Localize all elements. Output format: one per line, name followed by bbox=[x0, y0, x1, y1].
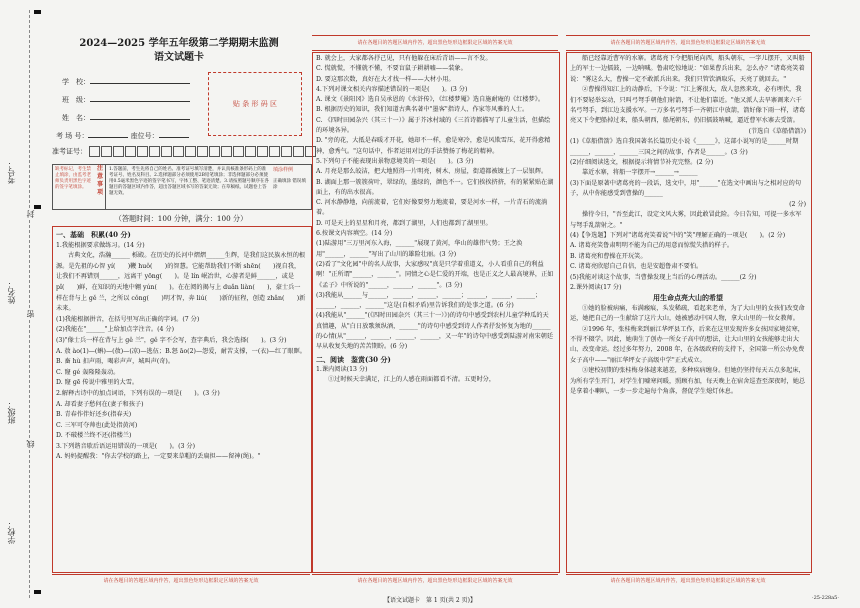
ticket-digit-cells[interactable] bbox=[89, 148, 317, 156]
reading-q4-option-b: B. 诸葛亮和曹操在开玩笑。 bbox=[570, 252, 647, 260]
question-1-3: (3)"像士兵一样在背与上 ɡě 兰"，ɡě 字不会写，查字典后，我会选择( )。(3 分) bbox=[56, 336, 287, 344]
reading-1-title: 1.课内阅读(13 分) bbox=[316, 365, 368, 373]
reading-1-passage: ①过时候天幸满足，江上的人感在雨面都看不清。五更时分， bbox=[328, 376, 496, 384]
name-label: 姓 名： bbox=[62, 114, 90, 122]
option-5-d: D. 可是天上的星星和月亮，都到了湖里，人们也都到了湖里里。 bbox=[316, 219, 492, 227]
question-6-3: (3)我能从______与______，______，______，______；______，______，______；______，______，______"这是(自相矛盾)里告诉我们的处事之道。(6 分) bbox=[316, 291, 542, 310]
option-1-3-d: D. 窿 ɡē 传说中雅里的大雪。 bbox=[56, 379, 139, 387]
school-field[interactable] bbox=[62, 74, 190, 87]
paper-code: ·25-228a5· bbox=[812, 595, 839, 601]
reading-2-title: 2.课外阅读(17 分) bbox=[570, 283, 622, 291]
seat-label: 座位号： bbox=[130, 132, 159, 140]
class-field[interactable] bbox=[62, 92, 190, 105]
examroom-label: 考 场 号： bbox=[56, 132, 89, 140]
question-1-passage: 古典文化，浩瀚______ 栎殿。在历史的长河中熠熠______生辉，是我们这民族永恒的根源。是先祖的心智 yí( )鞭 huǒ( )的智慧。它能帮助我们不断 shēn( )视自我，让我们不再错别______，远离干 yōng( )。是 lín 岷冶世，心游者是鲜______，或是 pǐ( )鲜，在知识的天地中翱 yún( )。在在阅的揭与上 duǎn liàn( )，豪士兵一样在背与上 gě 兰，之所以 cǒng( )明才智，奔 liú( )新的征程，创造 zhǎn( )新未来。 bbox=[56, 252, 306, 313]
column-3-content bbox=[570, 54, 806, 397]
ticket-label: 准考证号： bbox=[52, 147, 87, 156]
reading-2-article-title: 用生命点亮大山的希望 bbox=[653, 293, 723, 303]
binding-name-label: 姓名： bbox=[7, 280, 16, 304]
option-4-b: B. 根据历史的知识，我们知道古典名著中"墨客"指诗人、作家等风雅的人士。 bbox=[316, 106, 529, 114]
option-5-b: B. 湖面上那一簇簇荷叶，翠绿的，墨绿的，颜色不一。它们挨挨挤挤，有的紧紧贴在湖面上，有的出水很高。 bbox=[316, 178, 554, 196]
reading-2-paragraph-1: ①她的脸被病痛，布满瘢痕，头发稀疏，看起来老单，为了大山里的女孩们改变命运，她把自己的一生献给了这片大山，她被感动中国人物，拿大山里的一位女教师。 bbox=[570, 304, 805, 323]
binding-dashed-line bbox=[29, 10, 30, 598]
option-5-c: C. 河水静静地，向前流着，它们好像要努力地流着，要是河水一样，一片青石的流淌着。 bbox=[316, 199, 548, 217]
option-3-c: C. 慌就慌，不懂就不懂，不要盲鼠子耕耕嘘——装象。 bbox=[316, 65, 467, 73]
fill-sample-label: 填涂样例 bbox=[273, 167, 294, 173]
absent-mark-note: 缺考标记，考生禁止填涂，由监考老师负责用黑色字迹的签字笔填涂。 bbox=[55, 167, 91, 190]
barcode-area: 贴 条 形 码 区 bbox=[208, 72, 302, 136]
ticket-number-field[interactable] bbox=[52, 146, 317, 157]
option-1-3-a: A. 敖 ào(1)—(蝌)—(敖)—(凉)—逃伍；B.怒 āo(2)—怨爱，耐苦支撑，一(衣)—红了眼眶。 bbox=[56, 347, 306, 355]
reading-q2-plot: 靠近水寨，将船一字摆开→______→______ bbox=[582, 169, 698, 177]
reading-1-source: (节选自《草船借箭》) bbox=[748, 127, 806, 135]
exam-duration-info: （答题时间：100 分钟，满分：100 分） bbox=[114, 214, 248, 223]
examroom-field[interactable] bbox=[56, 128, 189, 141]
binding-feng-char: 封 bbox=[26, 210, 35, 218]
binding-mi-char: 密 bbox=[26, 310, 35, 318]
alignment-mark bbox=[34, 205, 41, 209]
fill-sample-text: 正确填涂 错误填涂 bbox=[273, 179, 306, 190]
name-input-line[interactable] bbox=[90, 110, 190, 120]
option-2-a: A. 却看妻子愁何在(妻子和孩子) bbox=[56, 400, 144, 408]
binding-xian-char: 线 bbox=[26, 440, 35, 448]
reading-q3: (3)下面是原著中诸葛亮的一段话，选文中，用"______"在选文中画出与之相对应的句子，从中你能感受到曹操的______ bbox=[570, 179, 802, 198]
binding-school-label: 学校： bbox=[7, 520, 16, 544]
option-3-d: D. 要这那次数，真好在大才找一样——大材小用。 bbox=[316, 75, 455, 83]
alignment-mark bbox=[34, 10, 41, 14]
question-4: 4.下列对课文相关内容描述错误的一项是( )。(3 分) bbox=[316, 85, 468, 93]
question-1: 1.我能根据要求做练习。(14 分) bbox=[56, 241, 145, 249]
option-2-d: D. 不破楼兰终不还(指楼兰) bbox=[56, 432, 132, 440]
name-field[interactable] bbox=[62, 110, 190, 123]
option-2-b: B. 青春作伴好还乡(指春天) bbox=[56, 411, 132, 419]
option-4-d: D. "旁的花，大抵是春暖才开花，她却不一样，愈是寒冷，愈是风欺雪压，花开得愈精神，愈秀气。"这句话中，作者运用对比的手法赞扬了梅花的精神。 bbox=[316, 137, 551, 155]
question-6-4: (4)我能从"______"(《四时田园杂兴（其三十一）》)的诗句中感受到农村儿童学种瓜的天真情趣，从"白日放歌须纵酒，______"的诗句中感受到诗人作者抒发怀复为地的______的心情(从"______，______，______，______，又一年"的诗句中感受到陆游对南宋朝廷早从收复失地的苦苦期盼。(6 分) bbox=[316, 312, 554, 351]
column-3-footer-notice: 请在各题目的答题区域内作答，超出黑色矩形边框限定区域的答案无效 bbox=[566, 574, 810, 587]
section-1-content bbox=[56, 230, 306, 463]
question-3: 3.下列谐音歇后语运用错误的一项是( )。(3 分) bbox=[56, 442, 196, 450]
column-2-footer-notice: 请在各题目的答题区域内作答，超出黑色矩形边框限定区域的答案无效 bbox=[312, 574, 558, 587]
section-2-heading: 二、阅读 鉴赏(30 分) bbox=[316, 354, 391, 364]
reading-q4-option-c: C. 诸葛亮欣慰自己自信，也是安超鲁肃不要怕。 bbox=[570, 263, 703, 271]
column-1-footer-notice: 请在各题目的答题区域内作答，超出黑色矩形边框限定区域的答案无效 bbox=[52, 574, 310, 587]
exam-title: 2024—2025 学年五年级第二学期期末监测 bbox=[79, 38, 279, 49]
option-4-c: C. 《四时田园杂兴（其三十一）》属于芥冰村域的《三首诗都描写了儿童生活，但描绘的环境各异。 bbox=[316, 116, 551, 135]
school-input-line[interactable] bbox=[90, 74, 190, 84]
column-2-content bbox=[316, 54, 554, 386]
reading-q4-option-a: A. 诸葛亮笑鲁肃明明不能为自己的用意而惊慌失措的样子。 bbox=[570, 242, 734, 250]
notice-box bbox=[52, 164, 312, 210]
option-3-a: A. 妈妈提醒我："你去学校的路上，一定要来草帽的丢扁担——留神(绳)。" bbox=[56, 453, 261, 461]
option-2-c: C. 三军可夺帅也(此处指黄河) bbox=[56, 421, 138, 429]
reading-2-paragraph-3: ③建校初期的张桂梅身体越来越差，多种疾病缠身。但她仍坚持每天五点多起床，为所有学生开门，对学生们嘘寒问暖，照顾有加，每天晚上在宿舍巡查至深夜时，她总是拿着小喇叭，一步一步走遍每个角落，督促学生熄灯休息。 bbox=[570, 367, 806, 395]
column-2-header-notice: 请在各题目的答题区域内作答，超出黑色矩形边框限定区域的答案无效 bbox=[312, 35, 558, 51]
seat-input-line[interactable] bbox=[159, 128, 189, 138]
reading-q3-points: (2 分) bbox=[789, 200, 806, 208]
reading-q1: (1)《草船借箭》选自我国著名长篇历史小说《______》，这部小说写的是______时期______，______，______三国之间的故事，作者是______。(3 分) bbox=[570, 138, 799, 156]
page-footer: 【语文试题卡 第 1 页(共 2 页)】 bbox=[384, 597, 476, 604]
reading-q3-quote: 操待今日，"吾至此江，设定文风大雾，因此敢冒此险。今日告知，可提一多水军与弩手乱箭射之。" bbox=[570, 211, 802, 229]
question-6-1: (1)陆游用"三万里河东入海，______"展现了黄河，华山的雄伟气势；王之涣用"______，______"写出了山川的雄险壮丽。(3 分) bbox=[316, 240, 523, 258]
option-5-a: A. 月亮是那么皎洁，把大地照得一片明亮，树木、房屋，街道都被镀上了一层银辉。 bbox=[316, 168, 548, 176]
reading-q4: (4)【争选题】下列对"诸葛亮笑着说"中的"笑"理解正确的一项是( )。(2 分) bbox=[570, 231, 786, 239]
examroom-input-line[interactable] bbox=[88, 128, 128, 138]
question-6-2: (2)看了"文化园"中的名人故事，大家感叹"真是只学着重道义，小人看重自己的利益啊！"正所谓"______，______"。同情之心是仁爱的开端，也是正义之人最高境界，正如《孟子》中所说的"______，______，______"。(3 分) bbox=[316, 260, 554, 289]
option-3-b: B. 就会上，大家都各抒己见，只有他躲在床后青语——言不发。 bbox=[316, 55, 492, 62]
option-4-a: A. 课文《景阳冈》选自吴承恩的《水浒传》，《红楼梦魇》选自施耐庵的《红楼梦》。 bbox=[316, 96, 545, 104]
column-3-header-notice: 请在各题目的答题区域内作答，超出黑色矩形边框限定区域的答案无效 bbox=[566, 35, 810, 51]
school-label: 学 校： bbox=[62, 78, 90, 86]
binding-strip bbox=[0, 0, 44, 608]
binding-class-label: 班级： bbox=[7, 400, 16, 424]
reading-q2: (2)仔细阅读选文，根据提示将情节补充完整。(2 分) bbox=[570, 159, 714, 167]
reading-q5: (5)我能对谈这个故事，当曹操发现上当后的心理活动。______(2 分) bbox=[570, 273, 757, 281]
class-input-line[interactable] bbox=[90, 92, 190, 102]
section-1-heading: 一、基础 积累(40 分) bbox=[56, 230, 131, 239]
question-5: 5.下列句子不能表现出景物意境美的一项是( )。(3 分) bbox=[316, 157, 474, 165]
reading-1-passage-2: ②曹操得知江上的动静后，下令说："江上雾很大，敌人忽然来攻，必有埋伏，我们不要轻举妄动，只叫弓弩手朝他们射箭，不让他们靠近。"他又派人去旱寨调来六千名弓弩手，到江边支援水军。一万多名弓弩手一齐朝江中放箭，箭好像下雨一样，诸葛亮又下令把船掉过来，船头朝西，船尾朝东，仍旧擂鼓呐喊，逼近曹军水寨去受箭。 bbox=[570, 86, 806, 125]
binding-kaohao-label: 考号： bbox=[7, 160, 16, 184]
question-6: 6.按课文内容填空。(14 分) bbox=[316, 230, 393, 238]
question-1-1: (1)我能根据拼音，在括号里写出正确的字词。(7 分) bbox=[56, 315, 200, 323]
option-1-3-c: C. 窿 ɡé 轰隆隆轰动。 bbox=[56, 368, 120, 376]
question-2: 2.解释古诗中的加点词语，下列有误的一项是( )。(3 分) bbox=[56, 389, 220, 397]
reading-2-paragraph-2: ②1996 年，张桂梅来到丽江华坪县工作，后来在这里发现许多女孩因家境贫寒，不得不辍学。因此，她萌生了创办一所女子高中的想法，让大山里的女孩能够走出大山、改变命运。经过多年努力，2008 年，在各级政府的支持下，全国第一所公办免费女子高中——"丽江华坪女子高级中学"正式成立。 bbox=[570, 325, 805, 364]
question-1-2: (2)我能在"______"上给加点字注音。(4 分) bbox=[56, 326, 174, 334]
notice-label: 注意事项 bbox=[95, 165, 106, 209]
notice-text: 1.答题前，考生先将自己的姓名、准考证号填写清楚，并认真核准条形码上的准考证号、姓名及科目。2.选择题部分必须使用2B铅笔填涂；非选择题部分必须使用0.5毫米黑色字迹的签字笔书写，字体工整、笔迹清楚。3.请按照题号顺序在各题目的答题区域内作答，超出答题区域书写的答案无效；在草稿纸、试题卷上答题无效。 bbox=[109, 167, 269, 196]
class-label: 班 级： bbox=[62, 96, 90, 104]
option-1-3-b: B. 畜 hù 扣声雨，喝彩声声，城叫声(奇)。 bbox=[56, 358, 175, 366]
alignment-mark bbox=[34, 590, 41, 594]
exam-subtitle: 语文试题卡 bbox=[154, 52, 204, 63]
reading-1-passage-cont: 船已经靠近曹军的水寨。诸葛亮下令把船尾向西，船头朝东，一字儿摆开，又叫船上的军士一边擂鼓，一边呐喊。鲁肃吃惊地说："如果曹兵出来，怎么办？"诸葛亮笑着说："雾这么大，曹操一定不敢派兵出来。我们只管饮酒取乐，天亮了就回去。" bbox=[570, 55, 805, 83]
